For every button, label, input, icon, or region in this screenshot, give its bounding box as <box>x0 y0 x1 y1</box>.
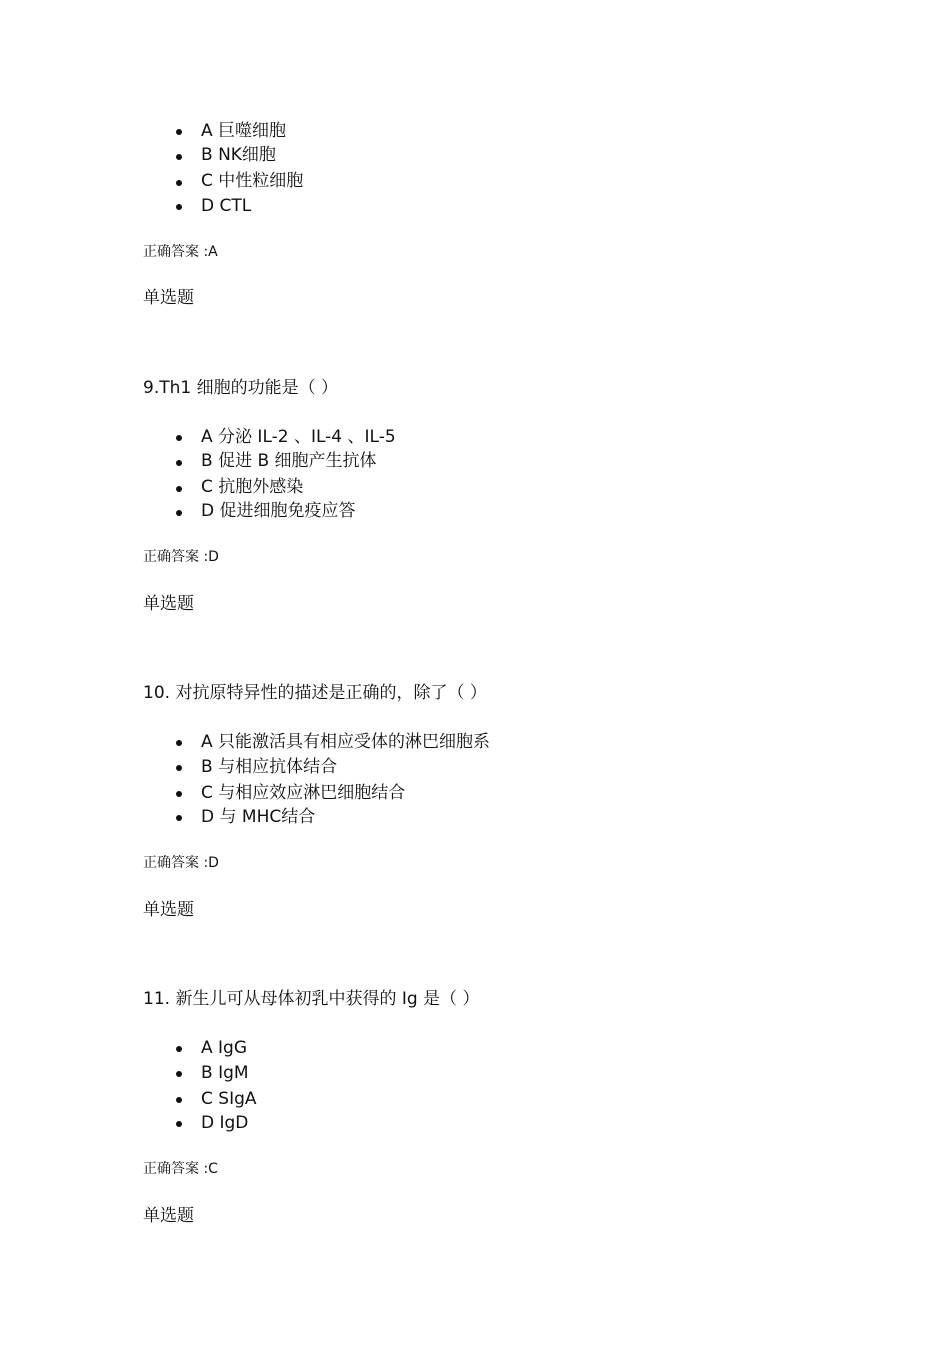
correct-answer: 正确答案 :C <box>143 1161 218 1177</box>
bullet-icon <box>176 1071 182 1077</box>
bullet-icon <box>176 815 182 821</box>
bullet-icon <box>176 435 182 441</box>
question-type: 单选题 <box>143 1206 194 1226</box>
option-b: B 与相应抗体结合 <box>201 757 338 777</box>
bullet-icon <box>176 740 182 746</box>
bullet-icon <box>176 180 182 186</box>
bullet-icon <box>176 510 182 516</box>
option-c: C 抗胞外感染 <box>201 477 304 497</box>
option-d: D CTL <box>201 196 252 216</box>
option-c: C SIgA <box>201 1089 257 1109</box>
bullet-icon <box>176 154 182 160</box>
bullet-icon <box>176 1046 182 1052</box>
option-b: B IgM <box>201 1063 249 1083</box>
option-a: A IgG <box>201 1038 248 1058</box>
bullet-icon <box>176 204 182 210</box>
bullet-icon <box>176 129 182 135</box>
bullet-icon <box>176 486 182 492</box>
bullet-icon <box>176 765 182 771</box>
option-d: D 促进细胞免疫应答 <box>201 501 356 521</box>
option-d: D 与 MHC结合 <box>201 807 316 827</box>
option-c: C 与相应效应淋巴细胞结合 <box>201 783 406 803</box>
question-type: 单选题 <box>143 900 194 920</box>
question-title: 11. 新生儿可从母体初乳中获得的 Ig 是（ ） <box>143 989 480 1009</box>
option-b: B NK细胞 <box>201 145 276 165</box>
option-a: A 分泌 IL-2 、IL-4 、IL-5 <box>201 427 396 447</box>
question-type: 单选题 <box>143 594 194 614</box>
correct-answer: 正确答案 :D <box>143 549 219 565</box>
bullet-icon <box>176 1121 182 1127</box>
option-d: D IgD <box>201 1113 249 1133</box>
option-b: B 促进 B 细胞产生抗体 <box>201 451 377 471</box>
option-c: C 中性粒细胞 <box>201 171 304 191</box>
option-a: A 巨噬细胞 <box>201 121 287 141</box>
question-title: 9.Th1 细胞的功能是（ ） <box>143 378 339 398</box>
bullet-icon <box>176 1097 182 1103</box>
correct-answer: 正确答案 :A <box>143 244 218 260</box>
bullet-icon <box>176 460 182 466</box>
correct-answer: 正确答案 :D <box>143 855 219 871</box>
question-title: 10. 对抗原特异性的描述是正确的，除了（ ） <box>143 683 487 703</box>
option-a: A 只能激活具有相应受体的淋巴细胞系 <box>201 732 491 752</box>
bullet-icon <box>176 791 182 797</box>
question-type: 单选题 <box>143 288 194 308</box>
